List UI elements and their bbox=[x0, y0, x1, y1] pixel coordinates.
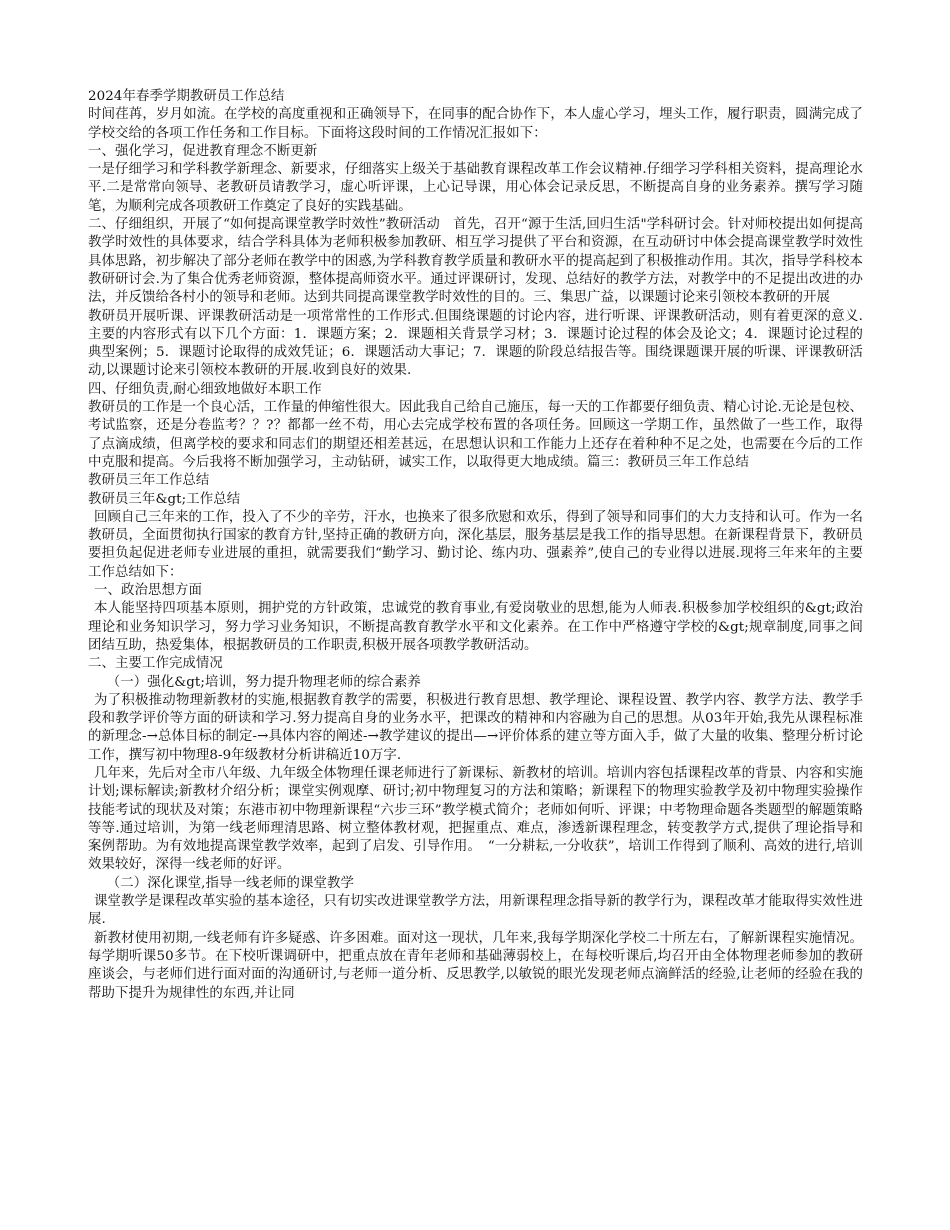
paragraph-organize: 二、仔细组织，开展了“如何提高课堂教学时效性”教研活动 首先，召开“源于生活,回归生活"学科研讨会。针对师校提出如何提高教学时效性的具体要求，结合学科具体为老师积极参加教研、相互学习提供了平台和资源，在互动研讨中体会提高课堂教学时效性具体思路，初步解决了部分老师在教学中的困惑,为学科教育教学质量和教研水平的提高起到了积极推动作用。其次，指导学科校本教研研讨会.为了集合优秀老师资源，整体提高师资水平。通过评课研讨，发现、总结好的教学方法，对教学中的不足提出改进的办法，并反馈给各村小的领导和老师。达到共同提高课堂教学时效性的目的。三、集思广益，以课题讨论来引领校本教研的开展 bbox=[88, 217, 863, 306]
section-heading-1: 一、强化学习，促进教育理念不断更新 bbox=[88, 143, 318, 159]
paragraph-new-textbook: 新教材使用初期,一线老师有许多疑惑、许多困难。面对这一现状，几年来,我每学期深化学校二十所左右，了解新课程实施情况。每学期听课50多节。在下校听课调研中，把重点放在青年老师和基础薄弱校上，在每校听课后,均召开由全体物理老师参加的教研座谈会，与老师们进行面对面的沟通研讨,与老师一道分析、反思教学,以敏锐的眼光发现老师点滴鲜活的经验,让老师的经验在我的帮助下提升为规律性的东西,并让同 bbox=[88, 930, 863, 1001]
subsection-heading-classroom: （二）深化课堂,指导一线老师的课堂教学 bbox=[106, 875, 354, 891]
paragraph-responsibility: 教研员的工作是一个良心活，工作量的伸缩性很大。因此我自己给自己施压，每一天的工作都要仔细负责、精心讨论.无论是包校、考试监察，还是分卷监考？？?？都都一丝不苟，用心去完成学校布置的各项任务。回顾这一学期工作，虽然做了一些工作，取得了点滴成绩，但离学校的要求和同志们的期望还相差甚远，在思想认识和工作能力上还存在着种种不足之处，也需要在今后的工作中克服和提高。今后我将不断加强学习，主动钻研，诚实工作，以取得更大地成绩。篇三：教研员三年工作总结 bbox=[88, 400, 863, 470]
paragraph-research: 教研员开展听课、评课教研活动是一项常常性的工作形式.但围绕课题的讨论内容，进行听课、评课教研活动，则有着更深的意义.主要的内容形式有以下几个方面：1．课题方案；2．课题相关背景学习材；3．课题讨论过程的体会及论文；4．课题讨论过程的典型案例；5．课题讨论取得的成效凭证；6．课题活动大事记；7．课题的阶段总结报告等。围绕课题课开展的听课、评课教研活动,以课题讨论来引领校本教研的开展.收到良好的效果. bbox=[88, 308, 863, 379]
paragraph-training: 为了积极推动物理新教材的实施,根据教育教学的需要，积极进行教育思想、教学理论、课程设置、教学内容、教学方法、教学手段和教学评价等方面的研读和学习.努力提高自身的业务水平，把课改的精神和内容融为自己的思想。从03年开始,我先从课程标准的新理念-→总体目标的制定-→具体内容的阐述-→教学建议的提出—→评价体系的建立等方面入手，做了大量的收集、整理分析讨论工作，撰写初中物理8-9年级教材分析讲稿近10万字. bbox=[88, 692, 863, 763]
subtitle-three-year: 教研员三年工作总结 bbox=[88, 473, 210, 489]
paragraph-training-years: 几年来，先后对全市八年级、九年级全体物理任课老师进行了新课标、新教材的培训。培训内容包括课程改革的背景、内容和实施计划;课标解读;新教材介绍分析；课堂实例观摩、研讨;初中物理复习的方法和策略；新课程下的物理实验教学及初中物理实验操作技能考试的现状及对策；东港市初中物理新课程“六步三环”教学模式简介；老师如何听、评课；中考物理命题各类题型的解题策略等等.通过培训，为第一线老师理清思路、树立整体教材观，把握重点、难点，渗透新课程理念，转变教学方式,提供了理论指导和案例帮助。为有效地提高课堂教学效率，起到了启发、引导作用。 “一分耕耘,一分收获”，培训工作得到了顺利、高效的进行,培训效果较好，深得一线老师的好评。 bbox=[88, 765, 863, 873]
subsection-heading-training: （一）强化&gt;培训，努力提升物理老师的综合素养 bbox=[106, 674, 421, 690]
paragraph-politics: 本人能坚持四项基本原则，拥护党的方针政策，忠诚党的教育事业,有爱岗敬业的思想,能为人师表.积极参加学校组织的&gt;政治理论和业务知识学习，努力学习业务知识，不断提高教育教学水平和文化素养。在工作中严格遵守学校的&gt;规章制度,同事之间团结互助，热爱集体，根据教研员的工作职责,积极开展各项教学教研活动。 bbox=[88, 601, 863, 653]
paragraph-study: 一是仔细学习和学科教学新理念、新要求，仔细落实上级关于基础教育课程改革工作会议精神.仔细学习学科相关资料，提高理论水平.二是常常向领导、老教研员请教学习，虚心听评课，上心记导课，用心体会记录反思，不断提高自身的业务素养。撰写学习随笔，为顺利完成各项教研工作奠定了良好的实践基础。 bbox=[88, 162, 863, 214]
document-title: 2024年春季学期教研员工作总结 bbox=[88, 89, 285, 104]
subtitle-three-year-gt: 教研员三年&gt;工作总结 bbox=[88, 491, 241, 507]
paragraph-review: 回顾自己三年来的工作，投入了不少的辛劳，汗水，也换来了很多欣慰和欢乐，得到了领导和同事们的大力支持和认可。作为一名教研员，全面贯彻执行国家的教育方针,坚持正确的教研方向，深化基层，服务基层是我工作的指导思想。在新课程背景下，教研员要担负起促进老师专业进展的重担，就需要我们“勤学习、勤讨论、练内功、强素养”,使自己的专业得以进展.现将三年来年的主要工作总结如下： bbox=[88, 509, 863, 580]
section-heading-4: 四、仔细负责,耐心细致地做好本职工作 bbox=[88, 381, 322, 397]
paragraph-classroom: 课堂教学是课程改革实验的基本途径，只有切实改进课堂教学方法，用新课程理念指导新的教学行为，课程改革才能取得实效性进展. bbox=[88, 894, 863, 928]
section-heading-main-work: 二、主要工作完成情况 bbox=[88, 656, 223, 672]
section-heading-politics: 一、政治思想方面 bbox=[94, 583, 202, 599]
paragraph-intro: 时间荏苒，岁月如流。在学校的高度重视和正确领导下，在同事的配合协作下，本人虚心学习，埋头工作，履行职责，圆满完成了学校交给的各项工作任务和工作目标。下面将这段时间的工作情况汇报如下： bbox=[88, 107, 863, 141]
document-page bbox=[88, 88, 863, 1003]
